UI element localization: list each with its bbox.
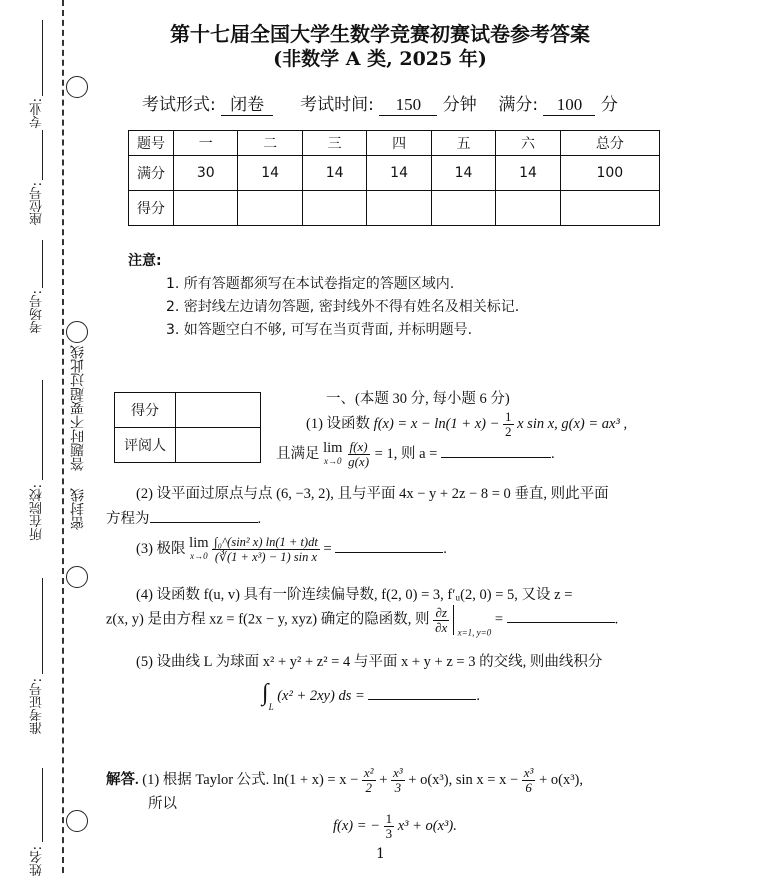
limit-symbol: lim (323, 439, 343, 456)
q3-limit (189, 534, 209, 563)
score-table-full-row (129, 156, 660, 191)
integral-subscript: L (268, 702, 274, 712)
q4-body: z(x, y) 是由方程 xz = f(2x − y, xyz) 确定的隐函数, 则 (106, 611, 430, 628)
fraction-denominator: 3 (385, 826, 393, 841)
field-seat-label: 座位号: (30, 182, 45, 226)
question-1-line-1 (306, 410, 627, 439)
got-cell[interactable] (560, 191, 659, 226)
full-marks-cell: 100 (560, 156, 659, 191)
q1-answer-blank[interactable] (441, 457, 551, 458)
full-marks-label: 满分 (129, 156, 174, 191)
full-marks-cell: 14 (302, 156, 366, 191)
page-title: 第十七届全国大学生数学竞赛初赛试卷参考答案 (170, 22, 590, 46)
grader-score-cell[interactable] (176, 393, 261, 428)
solution-text-b: + o(x³), sin x = x − (408, 771, 519, 788)
fraction-denominator: ∂x (435, 619, 448, 635)
q1-equals: = 1, 则 a = (374, 445, 438, 462)
question-4-line-2: z(x, y) 是由方程 xz = f(2x − y, xyz) 确定的隐函数, 则 $\frac{\partial z}{\partial x}$ $_{x=1, y=0}$ = . (106, 604, 619, 638)
format-value: 闭卷 (221, 90, 273, 116)
fraction-numerator: f(x) (349, 439, 368, 454)
solution-text-e: x³ + o(x³). (397, 817, 457, 834)
q5-integrand: (x² + 2xy) ds = (277, 688, 365, 704)
field-seat-line (42, 130, 43, 180)
notes-title: 注意: (128, 253, 162, 269)
fraction-numerator: 1 (505, 409, 512, 424)
full-marks-cell: 14 (367, 156, 431, 191)
got-cell[interactable] (431, 191, 495, 226)
field-room-label: 考场号: (30, 290, 45, 334)
solution-label: 解答. (106, 771, 139, 788)
got-cell[interactable] (496, 191, 560, 226)
note-item: 1. 所有答题都须写在本试卷指定的答题区域内. (166, 276, 455, 292)
fraction-numerator: ∂z (435, 604, 447, 620)
fraction-numerator: 1 (385, 811, 393, 826)
question-5-line-2: $\int_L$ (x² + 2xy) ds = . (262, 680, 480, 712)
got-cell[interactable] (174, 191, 238, 226)
q1-tail: x sin x, g(x) = ax³ , (517, 415, 628, 432)
fraction (362, 766, 376, 795)
page-number: 1 (376, 846, 385, 862)
field-name-line (42, 768, 43, 842)
time-unit: 分钟 (442, 95, 477, 115)
fraction-denominator: 3 (394, 780, 402, 795)
q1-half-fraction (503, 410, 514, 439)
solution-text-c: + o(x³), (539, 771, 583, 788)
plus-sign: + (379, 771, 388, 788)
field-major-line (42, 20, 43, 96)
got-cell[interactable] (302, 191, 366, 226)
score-value: 100 (543, 95, 595, 116)
q4-partial-fraction (433, 606, 449, 635)
solution-line-3 (333, 812, 457, 841)
full-marks-cell: 30 (174, 156, 238, 191)
solution-line-2: 所以 (148, 796, 177, 812)
score-table-header-row (129, 131, 660, 156)
q4-evaluation-point: x=1, y=0 (457, 627, 492, 638)
seal-line-label: 密封线 (70, 488, 86, 530)
binding-hole (66, 321, 88, 343)
page-subtitle: (非数学 A 类, 2025 年) (273, 48, 487, 70)
binding-hole (66, 566, 88, 588)
fraction-denominator: 6 (525, 780, 532, 795)
question-2-line-2: 方程为 . (106, 511, 262, 527)
score-unit: 分 (600, 95, 618, 115)
q1-function: f(x) = x − ln(1 + x) − (373, 415, 500, 432)
integral-sign: ∫ (262, 680, 269, 706)
field-school-label: 所在院校: (30, 484, 45, 541)
fraction-numerator: ∫₀^(sin² x) ln(1 + t)dt (214, 535, 318, 549)
q1-limit (323, 439, 343, 468)
q2-prompt: 方程为 (106, 511, 150, 527)
q1-intro: (1) 设函数 (306, 415, 371, 432)
score-label: 满分: (498, 95, 539, 115)
fraction-denominator: g(x) (348, 454, 370, 469)
limit-symbol: lim (189, 534, 209, 551)
full-marks-cell: 14 (238, 156, 302, 191)
time-value: 150 (379, 95, 437, 116)
binding-hole (66, 76, 88, 98)
q3-answer-blank[interactable] (335, 552, 443, 553)
grader-box (114, 392, 261, 463)
note-item: 3. 如答题空白不够, 可写在当页背面, 并标明题号. (166, 322, 473, 338)
fraction (384, 812, 395, 841)
exam-info (142, 90, 662, 116)
field-name-label: 姓名: (30, 846, 45, 876)
q4-equals: = (494, 611, 504, 628)
binding-hole (66, 810, 88, 832)
fraction-denominator: 2 (365, 780, 372, 795)
limit-subscript: x→0 (324, 455, 342, 466)
time-label: 考试时间: (300, 95, 374, 115)
question-4-line-1: (4) 设函数 f(u, v) 具有一阶连续偏导数, f(2, 0) = 3, f′ᵤ(2, 0) = 5, 又设 z = (136, 587, 573, 603)
field-school-line (42, 380, 43, 480)
got-label: 得分 (129, 191, 174, 226)
header-cell: 四 (367, 131, 431, 156)
q4-answer-blank[interactable] (507, 622, 615, 623)
field-ticket-line (42, 578, 43, 674)
limit-subscript: x→0 (190, 550, 208, 561)
got-cell[interactable] (238, 191, 302, 226)
note-item: 2. 密封线左边请勿答题, 密封线外不得有姓名及相关标记. (166, 299, 520, 315)
solution-text-d: f(x) = − (333, 817, 380, 834)
got-cell[interactable] (367, 191, 431, 226)
binding-dashed-line (62, 0, 64, 873)
fraction-numerator: x³ (393, 765, 403, 780)
header-cell: 二 (238, 131, 302, 156)
section-heading: 一、(本题 30 分, 每小题 6 分) (326, 391, 510, 407)
header-cell: 五 (431, 131, 495, 156)
grader-reviewer-label: 评阅人 (115, 428, 176, 463)
fraction (391, 766, 405, 795)
fraction-denominator: (∛(1 + x³) − 1) sin x (214, 550, 318, 564)
field-major-label: 专业: (30, 98, 45, 129)
q3-intro: (3) 极限 (136, 540, 186, 557)
seal-line-note: 答题时不要超过此线 (70, 345, 86, 471)
grader-score-label: 得分 (115, 393, 176, 428)
header-cell: 题号 (129, 131, 174, 156)
field-ticket-label: 准考证号: (30, 678, 45, 735)
fraction-denominator: 2 (505, 424, 512, 439)
fraction-numerator: x² (363, 765, 374, 780)
score-table-got-row (129, 191, 660, 226)
header-cell: 一 (174, 131, 238, 156)
q2-answer-blank[interactable] (150, 522, 258, 523)
header-cell: 六 (496, 131, 560, 156)
question-3: (3) 极限 lim x→0 $\frac{\text{∫₀\textasciicircum{}(sin² x) ln(1 + t)dt}}{\text{(∛(1 + x³) − 1) sin x}}$ = . (136, 534, 447, 564)
question-1-line-2: 且满足 lim x→0 $\frac{f(x)}{g(x)}$ = 1, 则 a = . (276, 439, 555, 469)
question-2-line-1: (2) 设平面过原点与点 (6, −3, 2), 且与平面 4x − y + 2z − 8 = 0 垂直, 则此平面 (136, 486, 609, 502)
q5-answer-blank[interactable] (368, 699, 476, 700)
full-marks-cell: 14 (496, 156, 560, 191)
grader-reviewer-cell[interactable] (176, 428, 261, 463)
q3-fraction (212, 535, 320, 564)
format-label: 考试形式: (142, 95, 216, 115)
fraction-numerator: x³ (523, 765, 534, 780)
q1-condition: 且满足 (276, 445, 320, 462)
header-cell: 三 (302, 131, 366, 156)
solution-line-1 (106, 766, 583, 795)
notes-list (166, 273, 519, 342)
evaluation-bar (453, 605, 454, 635)
full-marks-cell: 14 (431, 156, 495, 191)
solution-text-a: (1) 根据 Taylor 公式. ln(1 + x) = x − (142, 771, 359, 788)
q3-equals: = (323, 540, 332, 557)
q1-limit-fraction (346, 440, 371, 469)
header-cell: 总分 (560, 131, 659, 156)
field-room-line (42, 240, 43, 288)
score-table (128, 130, 660, 226)
question-5-line-1: (5) 设曲线 L 为球面 x² + y² + z² = 4 与平面 x + y + z = 3 的交线, 则曲线积分 (136, 654, 603, 670)
fraction (522, 766, 536, 795)
